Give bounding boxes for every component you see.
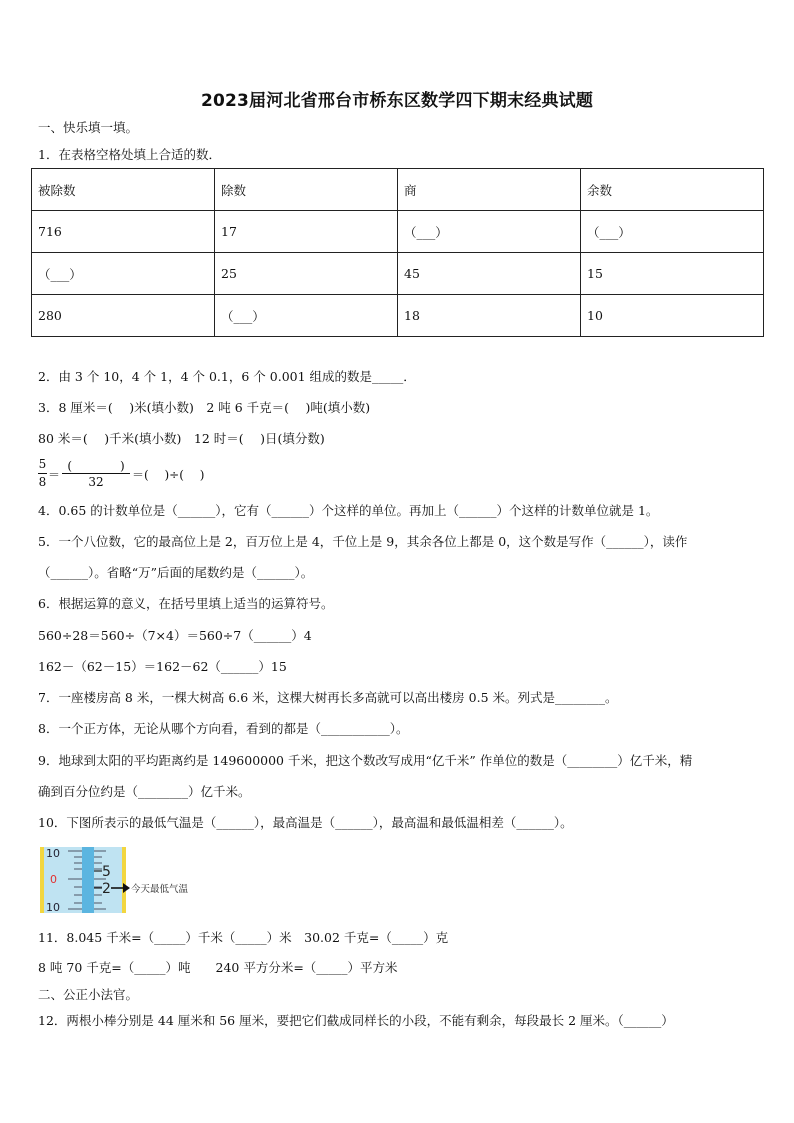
table-header-cell: 除数	[215, 169, 398, 211]
low-marker-label: 2	[102, 881, 111, 897]
section-heading-2: 二、公正小法官。	[38, 987, 139, 1002]
question-12: 12．两根小棒分别是 44 厘米和 56 厘米，要把它们截成同样长的小段，不能有剩余，每段最长 2 厘米。（______）	[38, 1013, 674, 1028]
fraction-numerator-blank[interactable]: ( )	[67, 459, 125, 473]
fraction-bar	[38, 473, 47, 474]
table-row	[32, 295, 764, 337]
question-4: 4．0.65 的计数单位是（______），它有（______）个这样的单位。再加上（______）个这样的计数单位就是 1。	[38, 503, 659, 518]
question-6-line-2: 162－（62－15）＝162－62（______）15	[38, 659, 287, 674]
fraction-denominator: 32	[88, 475, 104, 489]
question-8: 8．一个正方体，无论从哪个方向看，看到的都是（___________）。	[38, 721, 409, 736]
table-header-cell: 商	[398, 169, 581, 211]
scale-label-zero: 0	[50, 873, 57, 886]
question-3-fraction-line	[38, 457, 258, 493]
table-cell: 716	[32, 211, 215, 253]
question-9-line-2: 确到百分位约是（________）亿千米。	[38, 784, 251, 799]
question-3-line-1: 3．8 厘米＝( )米(填小数) 2 吨 6 千克＝( )吨(填小数)	[38, 400, 371, 415]
scale-label-bottom: 10	[46, 901, 60, 914]
table-cell-blank[interactable]: （___）	[581, 211, 764, 253]
thermometer-caption: 今天最低气温	[131, 884, 189, 895]
thermometer-figure	[38, 845, 198, 915]
fraction-numerator: 5	[38, 457, 47, 471]
table-cell: 18	[398, 295, 581, 337]
scale-label-top: 10	[46, 847, 60, 860]
equals-sign: ＝	[48, 468, 61, 482]
question-3-line-2: 80 米＝( )千米(填小数) 12 时＝( )日(填分数)	[38, 431, 325, 446]
table-row	[32, 211, 764, 253]
table-cell-blank[interactable]: （___）	[215, 295, 398, 337]
question-6-text: 6．根据运算的意义，在括号里填上适当的运算符号。	[38, 596, 334, 611]
question-6-line-1: 560÷28＝560÷（7×4）＝560÷7（______）4	[38, 628, 312, 643]
question-1-text: 1．在表格空格处填上合适的数．	[38, 147, 221, 162]
table-cell-blank[interactable]: （___）	[398, 211, 581, 253]
thermometer-left-edge	[40, 847, 44, 913]
table-cell: 15	[581, 253, 764, 295]
fraction-bar	[62, 473, 130, 474]
division-blanks[interactable]: ＝( )÷( )	[132, 468, 205, 482]
table-header-row	[32, 169, 764, 211]
section-heading-1: 一、快乐填一填。	[38, 120, 139, 135]
arrow-head	[123, 883, 130, 893]
question-1-table	[31, 168, 764, 337]
thermometer-column	[82, 847, 94, 913]
table-header-cell: 余数	[581, 169, 764, 211]
table-cell: 45	[398, 253, 581, 295]
question-5-line-2: （______）。省略“万”后面的尾数约是（______）。	[38, 565, 314, 580]
table-cell: 17	[215, 211, 398, 253]
table-cell: 25	[215, 253, 398, 295]
table-cell: 280	[32, 295, 215, 337]
question-11-line-1: 11．8.045 千米=（_____）千米（_____）米 30.02 千克=（_____）克	[38, 930, 449, 945]
table-cell: 10	[581, 295, 764, 337]
page-title: 2023届河北省邢台市桥东区数学四下期末经典试题	[200, 91, 594, 111]
question-2: 2．由 3 个 10，4 个 1，4 个 0.1，6 个 0.001 组成的数是_____．	[38, 369, 416, 384]
question-10-text: 10．下图所表示的最低气温是（______），最高温是（______），最高温和最低温相差（______）。	[38, 815, 573, 830]
question-11-line-2: 8 吨 70 千克=（_____）吨 240 平方分米=（_____）平方米	[38, 960, 398, 975]
question-7: 7．一座楼房高 8 米，一棵大树高 6.6 米，这棵大树再长多高就可以高出楼房 0.5 米。列式是________。	[38, 690, 618, 705]
high-marker-label: 5	[102, 864, 111, 880]
question-9-line-1: 9．地球到太阳的平均距离约是 149600000 千米，把这个数改写成用“亿千米” 作单位的数是（________）亿千米，精	[38, 753, 693, 768]
thermometer-right-edge	[122, 847, 126, 913]
table-row	[32, 253, 764, 295]
question-5-line-1: 5．一个八位数，它的最高位上是 2，百万位上是 4，千位上是 9，其余各位上都是 0，这个数是写作（______），读作	[38, 534, 688, 549]
fraction-denominator: 8	[38, 475, 47, 489]
table-cell-blank[interactable]: （___）	[32, 253, 215, 295]
table-header-cell: 被除数	[32, 169, 215, 211]
